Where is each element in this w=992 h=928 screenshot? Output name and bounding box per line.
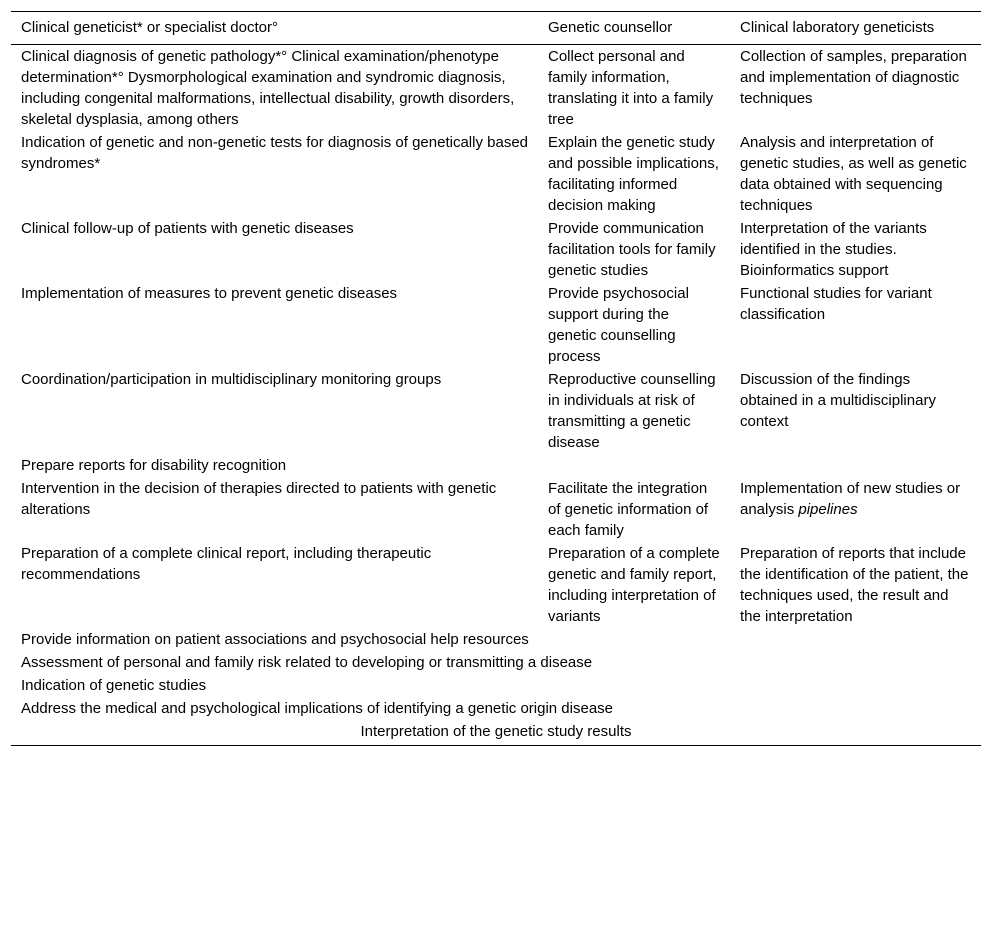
table-cell: Interpretation of the variants identified in the studies. Bioinformatics support: [740, 220, 927, 279]
table-footer-cell: Interpretation of the genetic study results: [360, 723, 632, 740]
table-cell: Functional studies for variant classification: [740, 285, 932, 323]
roles-table: [11, 11, 981, 746]
table-row: [11, 131, 981, 217]
table-cell: Prepare reports for disability recognition: [21, 457, 287, 474]
table-row: [11, 454, 981, 477]
table-row: [11, 542, 981, 628]
table-cell: Clinical follow-up of patients with genetic diseases: [21, 220, 354, 237]
table-cell: Reproductive counselling in individuals at risk of transmitting a genetic disease: [548, 371, 716, 451]
table-cell: Preparation of a complete genetic and family report, including interpretation of variants: [548, 545, 720, 625]
table-cell: Indication of genetic and non-genetic tests for diagnosis of genetically based syndromes*: [21, 134, 528, 172]
header-genetic-counsellor: Genetic counsellor: [548, 19, 673, 36]
table-row: [11, 651, 981, 674]
table-cell: Indication of genetic studies: [21, 677, 207, 694]
cell-italic-text: pipelines: [798, 501, 858, 518]
table-cell: Collect personal and family information, translating it into a family tree: [548, 48, 714, 128]
table-cell: Discussion of the findings obtained in a multidisciplinary context: [740, 371, 936, 430]
table-footer-row: [11, 720, 981, 746]
table-cell: Address the medical and psychological implications of identifying a genetic origin disease: [21, 700, 614, 717]
table-cell: Intervention in the decision of therapies directed to patients with genetic alterations: [21, 480, 497, 518]
table-row: [11, 368, 981, 454]
table-cell: Provide psychosocial support during the genetic counselling process: [548, 285, 689, 365]
table-cell: Implementation of measures to prevent genetic diseases: [21, 285, 398, 302]
table-cell: [730, 454, 981, 477]
table-row: [11, 282, 981, 368]
cell-text: Implementation of new studies or analysis: [740, 480, 961, 518]
table-cell: [538, 454, 730, 477]
table-row: [11, 477, 981, 542]
table-cell: Clinical diagnosis of genetic pathology*° Clinical examination/phenotype determination*° Dysmorphological examination and syndromic diagnosis, including congenital malformations, intellectual disability, growth disorders, skeletal dysplasia, among others: [21, 48, 515, 128]
table-row: [11, 217, 981, 282]
table-cell: Explain the genetic study and possible implications, facilitating informed decision making: [548, 134, 719, 214]
table-cell: Preparation of reports that include the identification of the patient, the techniques used, the result and the interpretation: [740, 545, 969, 625]
table-cell: Analysis and interpretation of genetic studies, as well as genetic data obtained with sequencing techniques: [740, 134, 967, 214]
table-cell: Preparation of a complete clinical report, including therapeutic recommendations: [21, 545, 432, 583]
table-row: [11, 45, 981, 132]
table-row: [11, 697, 981, 720]
table-cell: Collection of samples, preparation and implementation of diagnostic techniques: [740, 48, 967, 107]
header-laboratory-geneticists: Clinical laboratory geneticists: [740, 19, 935, 36]
table-cell: Provide information on patient associations and psychosocial help resources: [21, 631, 529, 648]
header-clinical-geneticist: Clinical geneticist* or specialist doctor°: [21, 19, 278, 36]
table-cell: Provide communication facilitation tools for family genetic studies: [548, 220, 716, 279]
header-row: [11, 12, 981, 45]
roles-table-container: [11, 11, 981, 746]
table-cell: Coordination/participation in multidisciplinary monitoring groups: [21, 371, 442, 388]
table-cell: Assessment of personal and family risk related to developing or transmitting a disease: [21, 654, 593, 671]
table-row: [11, 674, 981, 697]
table-cell: [730, 477, 981, 542]
table-cell: Facilitate the integration of genetic information of each family: [548, 480, 709, 539]
table-row: [11, 628, 981, 651]
